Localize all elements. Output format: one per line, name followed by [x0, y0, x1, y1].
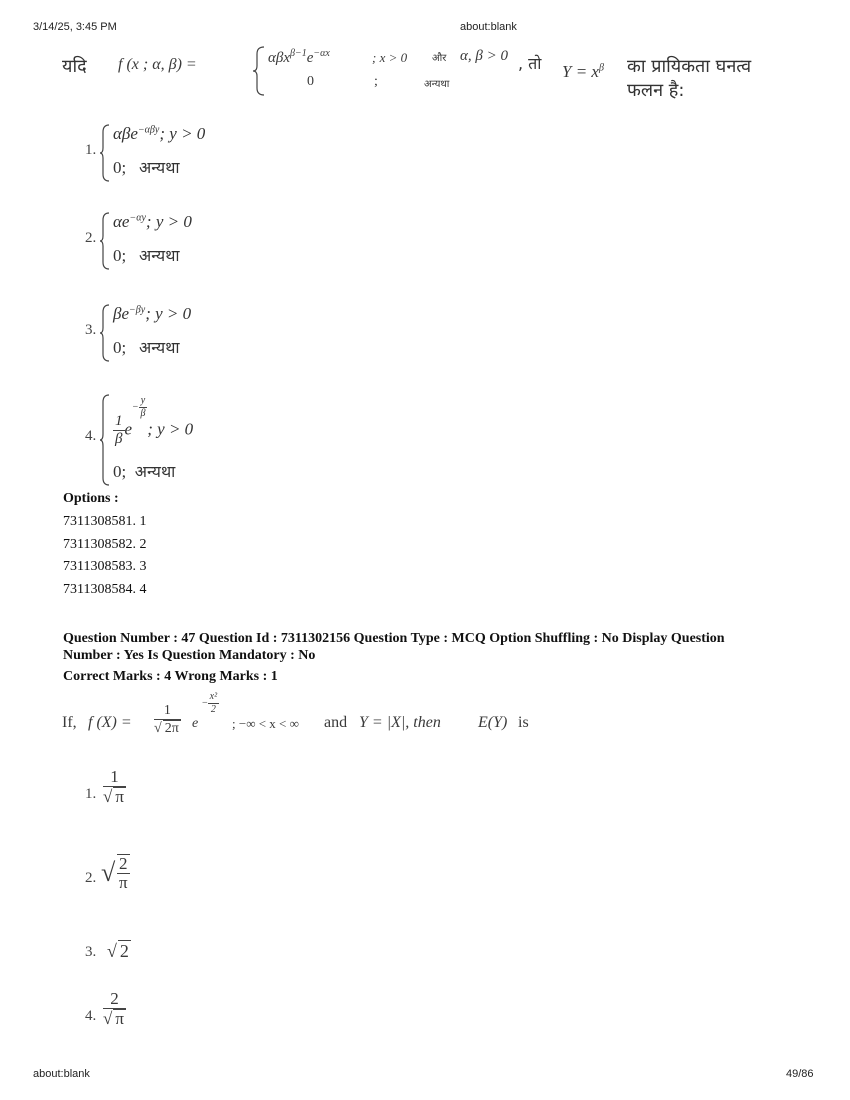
- stem-brace: [252, 46, 266, 96]
- case2-sep: ;: [374, 74, 378, 89]
- stem-prefix: यदि: [62, 56, 87, 77]
- q47-choice-3: [85, 938, 165, 972]
- case1: $\alpha\beta x^{\beta-1}e^{-\alpha x}$: [268, 48, 330, 66]
- choice-top: $\beta e^{-\beta y}$; y > 0: [113, 304, 192, 323]
- choice-bottom: 0; अन्यथा: [113, 338, 180, 357]
- q47-meta-line2: Number : Yes Is Question Mandatory : No: [63, 648, 316, 663]
- choice-number: 3.: [85, 322, 97, 338]
- stem-ey: E(Y): [478, 714, 508, 731]
- question-47-stem: [62, 690, 532, 746]
- choice-bottom: 0; अन्यथा: [113, 462, 176, 481]
- choice-number: 1.: [85, 142, 97, 158]
- case2: 0: [307, 74, 314, 89]
- stem-exponent: − $\frac{\text{x²}}{2}$: [202, 691, 218, 715]
- choice-number: 4.: [85, 428, 97, 444]
- stem-e: e: [192, 716, 199, 731]
- sqrt-sign: √: [101, 858, 116, 887]
- stem-is: is: [518, 714, 529, 731]
- print-footer-url: about:blank: [33, 1068, 90, 1080]
- q47-choice-4: [85, 990, 165, 1046]
- choice-brace: [99, 304, 111, 362]
- choice-top: $\frac{1}{\beta}$ e− $\frac{y}{\beta}$ ; y > 0: [115, 395, 194, 447]
- choice-number: 1.: [85, 786, 97, 802]
- choice-brace: [99, 124, 111, 182]
- stem-range: ; −∞ < x < ∞: [232, 716, 299, 731]
- stem-then: , तो: [518, 54, 542, 73]
- stem-if: If,: [62, 714, 77, 731]
- param-condition: α, β > 0: [460, 48, 508, 64]
- choice-brace: [99, 212, 111, 270]
- choice-number: 2.: [85, 230, 97, 246]
- q47-choice-1: [85, 768, 165, 824]
- choice-top: $\alpha e^{-\alpha y}$; y > 0: [113, 212, 192, 231]
- option-2: 7311308582. 2: [63, 537, 147, 552]
- choice-fraction: $\frac{2}{\pi}$: [118, 854, 128, 892]
- q46-choice-4: [85, 392, 305, 488]
- choice-number: 3.: [85, 944, 97, 960]
- print-datetime: 3/14/25, 3:45 PM: [33, 21, 117, 33]
- question-46-stem: [62, 44, 782, 101]
- stem-fraction: $\frac{1}{√ 2\pi}$: [154, 703, 179, 736]
- stem-y-def: Y = |X|, then: [359, 714, 441, 731]
- option-3: 7311308583. 3: [63, 559, 147, 574]
- choice-brace: [99, 394, 111, 486]
- q46-choice-2: [85, 210, 285, 272]
- conj-and: और: [432, 53, 447, 64]
- q46-choice-3: [85, 302, 285, 364]
- choice-root: √ 2: [107, 941, 129, 961]
- print-page-number: 49/86: [786, 1068, 814, 1080]
- stem-transform: $Y = x^\beta$: [562, 62, 604, 81]
- case1-condition: ; x > 0: [372, 50, 408, 65]
- stem-function-lhs: f (x ; α, β) =: [118, 56, 197, 73]
- choice-number: 4.: [85, 1008, 97, 1024]
- print-title: about:blank: [460, 21, 517, 33]
- option-1: 7311308581. 1: [63, 514, 147, 529]
- q46-choice-1: [85, 122, 285, 184]
- case2-otherwise: अन्यथा: [424, 79, 450, 90]
- choice-bottom: 0; अन्यथा: [113, 158, 180, 177]
- option-4: 7311308584. 4: [63, 582, 147, 597]
- choice-fraction: $\frac{1}{√ \pi}$: [103, 767, 124, 806]
- choice-fraction: $\frac{2}{√ \pi}$: [103, 989, 124, 1028]
- stem-and: and: [324, 714, 348, 731]
- q47-meta-line1: Question Number : 47 Question Id : 7311302156 Question Type : MCQ Option Shuffling : No Display Question: [63, 631, 725, 646]
- q47-marks: Correct Marks : 4 Wrong Marks : 1: [63, 669, 278, 684]
- options-label: Options :: [63, 491, 119, 506]
- choice-bottom: 0; अन्यथा: [113, 246, 180, 265]
- q47-choice-2: [85, 852, 165, 908]
- stem-suffix: का प्रायिकता घनत्व फलन है:: [627, 56, 752, 101]
- choice-top: αβe$^{-\alpha\beta y}$; y > 0: [113, 124, 206, 143]
- choice-number: 2.: [85, 870, 97, 886]
- stem-f: f (X) =: [88, 714, 132, 731]
